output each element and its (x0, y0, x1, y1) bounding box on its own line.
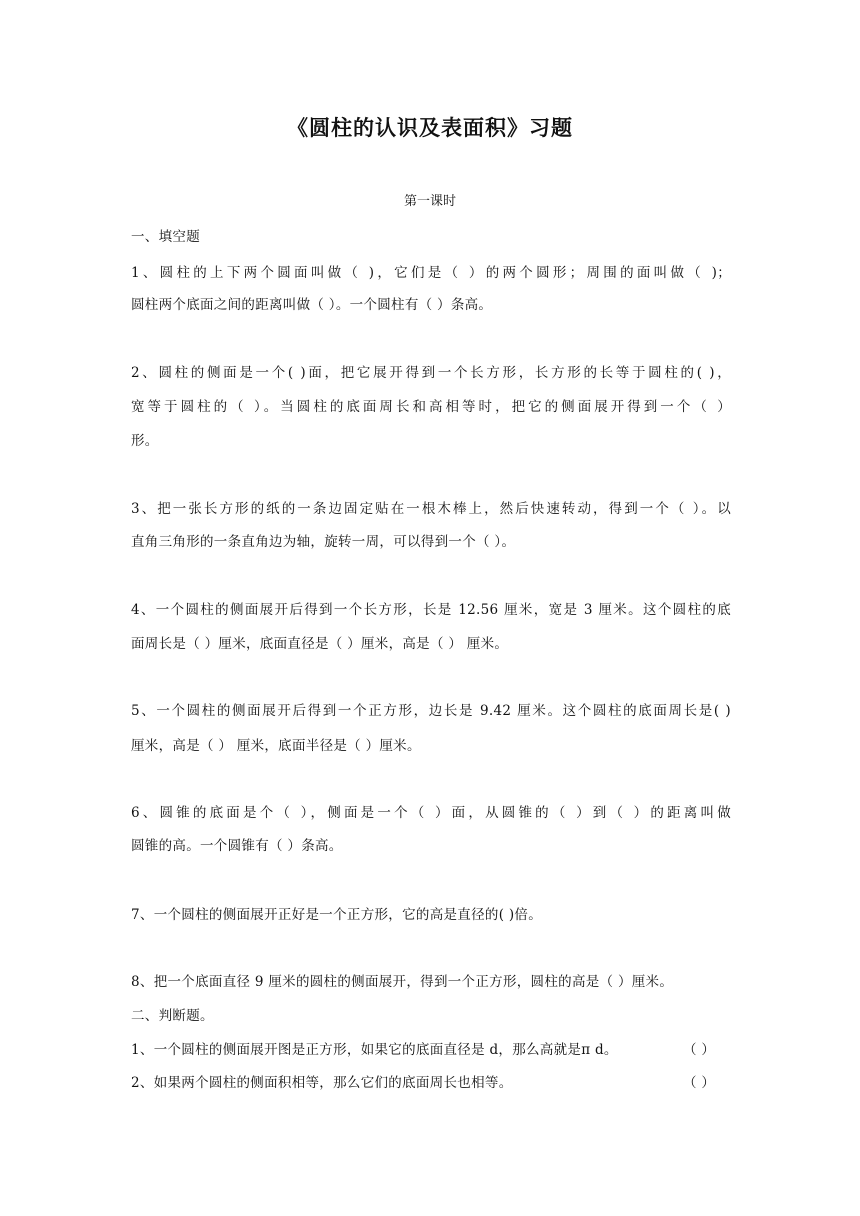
question-2-line-3: 形。 (131, 433, 159, 449)
question-4-line-1: 4、一个圆柱的侧面展开后得到一个长方形，长是 12.56 厘米，宽是 3 厘米。这个圆柱的底 (131, 602, 731, 618)
question-2-line-1: 2、圆柱的侧面是一个( )面，把它展开得到一个长方形，长方形的长等于圆柱的( )， (131, 365, 731, 381)
question-5-line-2: 厘米，高是（ ） 厘米，底面半径是（ ）厘米。 (131, 738, 421, 754)
section-heading-true-false: 二、判断题。 (131, 1008, 214, 1024)
question-6-line-2: 圆锥的高。一个圆锥有（ ）条高。 (131, 838, 343, 854)
question-3-line-2: 直角三角形的一条直角边为轴，旋转一周，可以得到一个（ ）。 (131, 534, 516, 550)
question-6-line-1: 6、圆锥的底面是个（ ），侧面是一个（ ）面，从圆锥的（ ）到（ ）的距离叫做 (131, 805, 731, 821)
judge-question-1-answer-blank: （ ） (683, 1042, 716, 1058)
question-3-line-1: 3、把一张长方形的纸的一条边固定贴在一根木棒上，然后快速转动，得到一个（ ）。以 (131, 501, 731, 517)
question-8-line-1: 8、把一个底面直径 9 厘米的圆柱的侧面展开，得到一个正方形，圆柱的高是（ ）厘米。 (131, 974, 674, 990)
lesson-subtitle: 第一课时 (403, 194, 456, 209)
judge-question-2-answer-blank: （ ） (683, 1075, 716, 1091)
question-5-line-1: 5、一个圆柱的侧面展开后得到一个正方形，边长是 9.42 厘米。这个圆柱的底面周长是( ) (131, 703, 731, 719)
question-1-line-2: 圆柱两个底面之间的距离叫做（ ）。一个圆柱有（ ）条高。 (131, 297, 493, 313)
document-title: 《圆柱的认识及表面积》习题 (287, 115, 573, 140)
question-4-line-2: 面周长是（ ）厘米，底面直径是（ ）厘米，高是（ ） 厘米。 (131, 636, 509, 652)
judge-question-1-text: 1、一个圆柱的侧面展开图是正方形，如果它的底面直径是 d，那么高就是π d。 (131, 1042, 618, 1058)
question-1-line-1: 1、圆柱的上下两个圆面叫做（ )，它们是（ ）的两个圆形；周围的面叫做（ )； (131, 265, 731, 281)
question-7-line-1: 7、一个圆柱的侧面展开正好是一个正方形，它的高是直径的( )倍。 (131, 907, 543, 923)
section-heading-fill-in: 一、填空题 (131, 229, 200, 245)
judge-question-2-text: 2、如果两个圆柱的侧面积相等，那么它们的底面周长也相等。 (131, 1075, 513, 1091)
question-2-line-2: 宽等于圆柱的（ ）。当圆柱的底面周长和高相等时，把它的侧面展开得到一个（ ） (131, 399, 731, 415)
